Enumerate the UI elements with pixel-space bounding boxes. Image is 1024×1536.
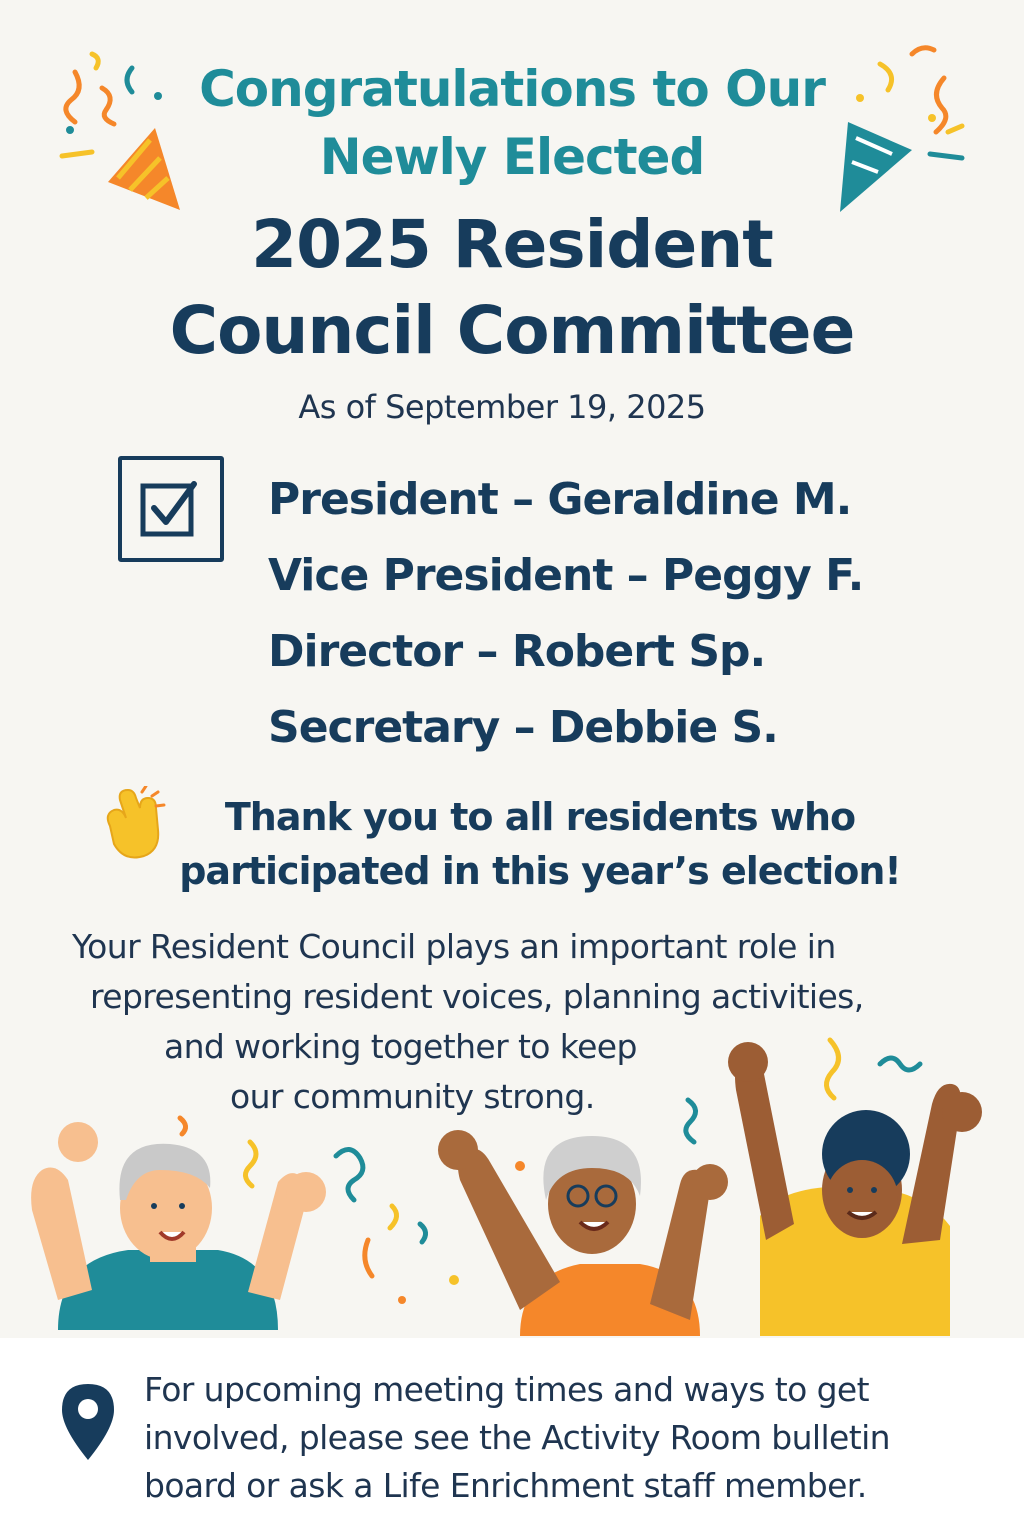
officer-secretary: Secretary – Debbie S. xyxy=(268,702,778,753)
footer-info xyxy=(0,1338,1024,1536)
as-of-date: As of September 19, 2025 xyxy=(298,388,706,426)
footer-line-3: board or ask a Life Enrichment staff member. xyxy=(144,1466,867,1505)
officers-list xyxy=(268,468,968,772)
page-title xyxy=(80,202,944,374)
footer-line-1: For upcoming meeting times and ways to get xyxy=(144,1370,869,1409)
checkbox-check-icon xyxy=(118,456,224,562)
thanks-line-1: Thank you to all residents who xyxy=(224,795,856,839)
officer-president: President – Geraldine M. xyxy=(268,474,852,525)
location-pin-icon xyxy=(60,1382,116,1462)
cheering-man-illustration xyxy=(31,1122,326,1330)
title-line-2: Council Committee xyxy=(169,292,855,369)
footer-line-2: involved, please see the Activity Room bulletin xyxy=(144,1418,890,1457)
officer-vice-president: Vice President – Peggy F. xyxy=(268,550,864,601)
thanks-line-2: participated in this year’s election! xyxy=(179,849,901,893)
description-line-4: our community strong. xyxy=(230,1077,595,1116)
footer-text xyxy=(144,1366,994,1510)
description-line-3: and working together to keep xyxy=(164,1027,637,1066)
officer-director: Director – Robert Sp. xyxy=(268,626,766,677)
intro-heading xyxy=(160,55,864,191)
thank-you-message xyxy=(160,790,920,898)
intro-line-1: Congratulations to Our xyxy=(199,60,825,118)
description-line-1: Your Resident Council plays an important role in xyxy=(72,927,836,966)
council-description xyxy=(40,922,984,1122)
title-line-1: 2025 Resident xyxy=(251,206,773,283)
cheering-woman-illustration xyxy=(438,1130,728,1336)
description-line-2: representing resident voices, planning activities, xyxy=(90,977,864,1016)
intro-line-2: Newly Elected xyxy=(319,128,705,186)
